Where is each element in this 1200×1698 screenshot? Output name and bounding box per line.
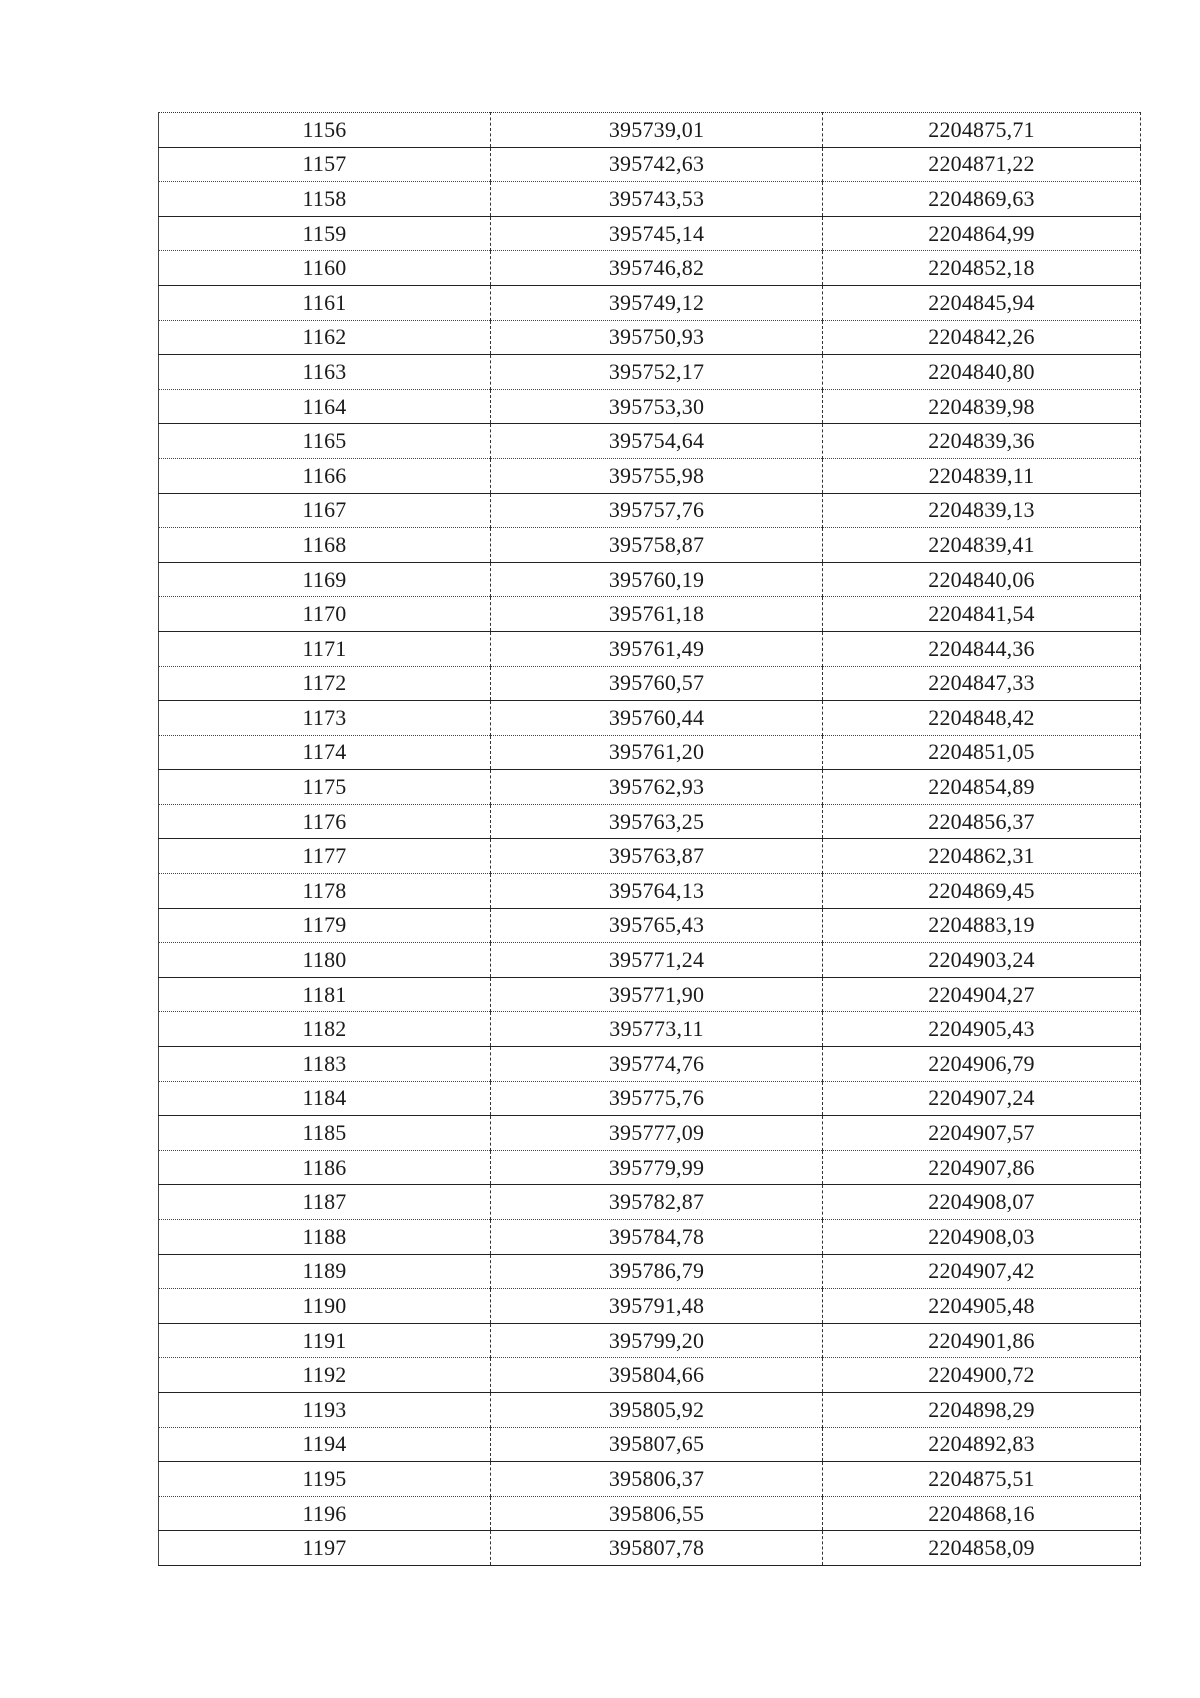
x-coordinate-cell: 395773,11 [491, 1012, 823, 1047]
y-coordinate-cell: 2204869,63 [823, 182, 1141, 217]
x-coordinate-cell: 395762,93 [491, 770, 823, 805]
point-number-cell: 1162 [159, 320, 491, 355]
x-coordinate-cell: 395774,76 [491, 1047, 823, 1082]
y-coordinate-cell: 2204908,03 [823, 1220, 1141, 1255]
x-coordinate-cell: 395750,93 [491, 320, 823, 355]
coordinates-table [158, 112, 1141, 1566]
table-row [159, 147, 1141, 182]
point-number-cell: 1161 [159, 285, 491, 320]
x-coordinate-cell: 395782,87 [491, 1185, 823, 1220]
x-coordinate-cell: 395761,49 [491, 631, 823, 666]
table-row [159, 839, 1141, 874]
x-coordinate-cell: 395739,01 [491, 113, 823, 148]
y-coordinate-cell: 2204892,83 [823, 1427, 1141, 1462]
y-coordinate-cell: 2204908,07 [823, 1185, 1141, 1220]
point-number-cell: 1165 [159, 424, 491, 459]
table-row [159, 320, 1141, 355]
x-coordinate-cell: 395799,20 [491, 1323, 823, 1358]
x-coordinate-cell: 395775,76 [491, 1081, 823, 1116]
y-coordinate-cell: 2204852,18 [823, 251, 1141, 286]
point-number-cell: 1171 [159, 631, 491, 666]
point-number-cell: 1185 [159, 1116, 491, 1151]
x-coordinate-cell: 395806,55 [491, 1496, 823, 1531]
point-number-cell: 1157 [159, 147, 491, 182]
table-row [159, 389, 1141, 424]
x-coordinate-cell: 395807,78 [491, 1531, 823, 1566]
point-number-cell: 1179 [159, 908, 491, 943]
x-coordinate-cell: 395758,87 [491, 528, 823, 563]
table-row [159, 1047, 1141, 1082]
point-number-cell: 1164 [159, 389, 491, 424]
x-coordinate-cell: 395755,98 [491, 458, 823, 493]
y-coordinate-cell: 2204907,24 [823, 1081, 1141, 1116]
x-coordinate-cell: 395804,66 [491, 1358, 823, 1393]
point-number-cell: 1192 [159, 1358, 491, 1393]
point-number-cell: 1172 [159, 666, 491, 701]
table-row [159, 874, 1141, 909]
point-number-cell: 1173 [159, 701, 491, 736]
y-coordinate-cell: 2204845,94 [823, 285, 1141, 320]
table-row [159, 424, 1141, 459]
y-coordinate-cell: 2204903,24 [823, 943, 1141, 978]
table-row [159, 458, 1141, 493]
y-coordinate-cell: 2204898,29 [823, 1392, 1141, 1427]
table-row [159, 1496, 1141, 1531]
y-coordinate-cell: 2204839,36 [823, 424, 1141, 459]
y-coordinate-cell: 2204839,11 [823, 458, 1141, 493]
table-row [159, 1150, 1141, 1185]
y-coordinate-cell: 2204864,99 [823, 216, 1141, 251]
table-row [159, 804, 1141, 839]
y-coordinate-cell: 2204901,86 [823, 1323, 1141, 1358]
table-row [159, 1323, 1141, 1358]
point-number-cell: 1168 [159, 528, 491, 563]
x-coordinate-cell: 395760,57 [491, 666, 823, 701]
point-number-cell: 1176 [159, 804, 491, 839]
y-coordinate-cell: 2204840,06 [823, 562, 1141, 597]
table-row [159, 1531, 1141, 1566]
table-row [159, 1427, 1141, 1462]
x-coordinate-cell: 395784,78 [491, 1220, 823, 1255]
table-row [159, 113, 1141, 148]
y-coordinate-cell: 2204906,79 [823, 1047, 1141, 1082]
y-coordinate-cell: 2204907,86 [823, 1150, 1141, 1185]
y-coordinate-cell: 2204854,89 [823, 770, 1141, 805]
point-number-cell: 1184 [159, 1081, 491, 1116]
x-coordinate-cell: 395764,13 [491, 874, 823, 909]
table-row [159, 1220, 1141, 1255]
x-coordinate-cell: 395746,82 [491, 251, 823, 286]
point-number-cell: 1190 [159, 1289, 491, 1324]
y-coordinate-cell: 2204905,48 [823, 1289, 1141, 1324]
y-coordinate-cell: 2204862,31 [823, 839, 1141, 874]
table-row [159, 701, 1141, 736]
y-coordinate-cell: 2204844,36 [823, 631, 1141, 666]
point-number-cell: 1159 [159, 216, 491, 251]
table-row [159, 908, 1141, 943]
y-coordinate-cell: 2204875,51 [823, 1462, 1141, 1497]
x-coordinate-cell: 395779,99 [491, 1150, 823, 1185]
point-number-cell: 1177 [159, 839, 491, 874]
point-number-cell: 1193 [159, 1392, 491, 1427]
table-row [159, 1116, 1141, 1151]
x-coordinate-cell: 395786,79 [491, 1254, 823, 1289]
point-number-cell: 1178 [159, 874, 491, 909]
x-coordinate-cell: 395745,14 [491, 216, 823, 251]
table-row [159, 1081, 1141, 1116]
table-row [159, 1462, 1141, 1497]
x-coordinate-cell: 395765,43 [491, 908, 823, 943]
point-number-cell: 1169 [159, 562, 491, 597]
coordinates-table-body [159, 113, 1141, 1566]
y-coordinate-cell: 2204904,27 [823, 977, 1141, 1012]
y-coordinate-cell: 2204905,43 [823, 1012, 1141, 1047]
point-number-cell: 1187 [159, 1185, 491, 1220]
x-coordinate-cell: 395805,92 [491, 1392, 823, 1427]
table-row [159, 735, 1141, 770]
point-number-cell: 1195 [159, 1462, 491, 1497]
table-row [159, 631, 1141, 666]
table-row [159, 182, 1141, 217]
table-row [159, 1012, 1141, 1047]
y-coordinate-cell: 2204842,26 [823, 320, 1141, 355]
point-number-cell: 1175 [159, 770, 491, 805]
y-coordinate-cell: 2204841,54 [823, 597, 1141, 632]
x-coordinate-cell: 395754,64 [491, 424, 823, 459]
point-number-cell: 1163 [159, 355, 491, 390]
table-row [159, 1358, 1141, 1393]
x-coordinate-cell: 395760,19 [491, 562, 823, 597]
point-number-cell: 1167 [159, 493, 491, 528]
x-coordinate-cell: 395807,65 [491, 1427, 823, 1462]
x-coordinate-cell: 395753,30 [491, 389, 823, 424]
y-coordinate-cell: 2204907,57 [823, 1116, 1141, 1151]
point-number-cell: 1196 [159, 1496, 491, 1531]
x-coordinate-cell: 395743,53 [491, 182, 823, 217]
point-number-cell: 1180 [159, 943, 491, 978]
point-number-cell: 1183 [159, 1047, 491, 1082]
x-coordinate-cell: 395771,24 [491, 943, 823, 978]
point-number-cell: 1166 [159, 458, 491, 493]
y-coordinate-cell: 2204839,41 [823, 528, 1141, 563]
x-coordinate-cell: 395757,76 [491, 493, 823, 528]
table-row [159, 1392, 1141, 1427]
y-coordinate-cell: 2204847,33 [823, 666, 1141, 701]
x-coordinate-cell: 395806,37 [491, 1462, 823, 1497]
y-coordinate-cell: 2204840,80 [823, 355, 1141, 390]
y-coordinate-cell: 2204907,42 [823, 1254, 1141, 1289]
x-coordinate-cell: 395771,90 [491, 977, 823, 1012]
point-number-cell: 1156 [159, 113, 491, 148]
table-row [159, 216, 1141, 251]
table-row [159, 977, 1141, 1012]
point-number-cell: 1188 [159, 1220, 491, 1255]
table-row [159, 597, 1141, 632]
point-number-cell: 1186 [159, 1150, 491, 1185]
table-row [159, 1289, 1141, 1324]
x-coordinate-cell: 395752,17 [491, 355, 823, 390]
x-coordinate-cell: 395791,48 [491, 1289, 823, 1324]
table-row [159, 770, 1141, 805]
point-number-cell: 1189 [159, 1254, 491, 1289]
table-row [159, 528, 1141, 563]
point-number-cell: 1197 [159, 1531, 491, 1566]
x-coordinate-cell: 395742,63 [491, 147, 823, 182]
table-row [159, 1254, 1141, 1289]
y-coordinate-cell: 2204858,09 [823, 1531, 1141, 1566]
y-coordinate-cell: 2204839,13 [823, 493, 1141, 528]
point-number-cell: 1170 [159, 597, 491, 632]
table-row [159, 666, 1141, 701]
point-number-cell: 1182 [159, 1012, 491, 1047]
y-coordinate-cell: 2204851,05 [823, 735, 1141, 770]
point-number-cell: 1158 [159, 182, 491, 217]
x-coordinate-cell: 395777,09 [491, 1116, 823, 1151]
point-number-cell: 1194 [159, 1427, 491, 1462]
x-coordinate-cell: 395749,12 [491, 285, 823, 320]
point-number-cell: 1181 [159, 977, 491, 1012]
y-coordinate-cell: 2204871,22 [823, 147, 1141, 182]
point-number-cell: 1174 [159, 735, 491, 770]
y-coordinate-cell: 2204856,37 [823, 804, 1141, 839]
y-coordinate-cell: 2204848,42 [823, 701, 1141, 736]
y-coordinate-cell: 2204875,71 [823, 113, 1141, 148]
y-coordinate-cell: 2204839,98 [823, 389, 1141, 424]
table-row [159, 1185, 1141, 1220]
table-row [159, 493, 1141, 528]
y-coordinate-cell: 2204868,16 [823, 1496, 1141, 1531]
table-row [159, 943, 1141, 978]
y-coordinate-cell: 2204883,19 [823, 908, 1141, 943]
table-row [159, 355, 1141, 390]
x-coordinate-cell: 395760,44 [491, 701, 823, 736]
x-coordinate-cell: 395763,25 [491, 804, 823, 839]
table-row [159, 251, 1141, 286]
y-coordinate-cell: 2204869,45 [823, 874, 1141, 909]
point-number-cell: 1160 [159, 251, 491, 286]
table-row [159, 562, 1141, 597]
point-number-cell: 1191 [159, 1323, 491, 1358]
x-coordinate-cell: 395761,18 [491, 597, 823, 632]
y-coordinate-cell: 2204900,72 [823, 1358, 1141, 1393]
x-coordinate-cell: 395761,20 [491, 735, 823, 770]
table-row [159, 285, 1141, 320]
x-coordinate-cell: 395763,87 [491, 839, 823, 874]
